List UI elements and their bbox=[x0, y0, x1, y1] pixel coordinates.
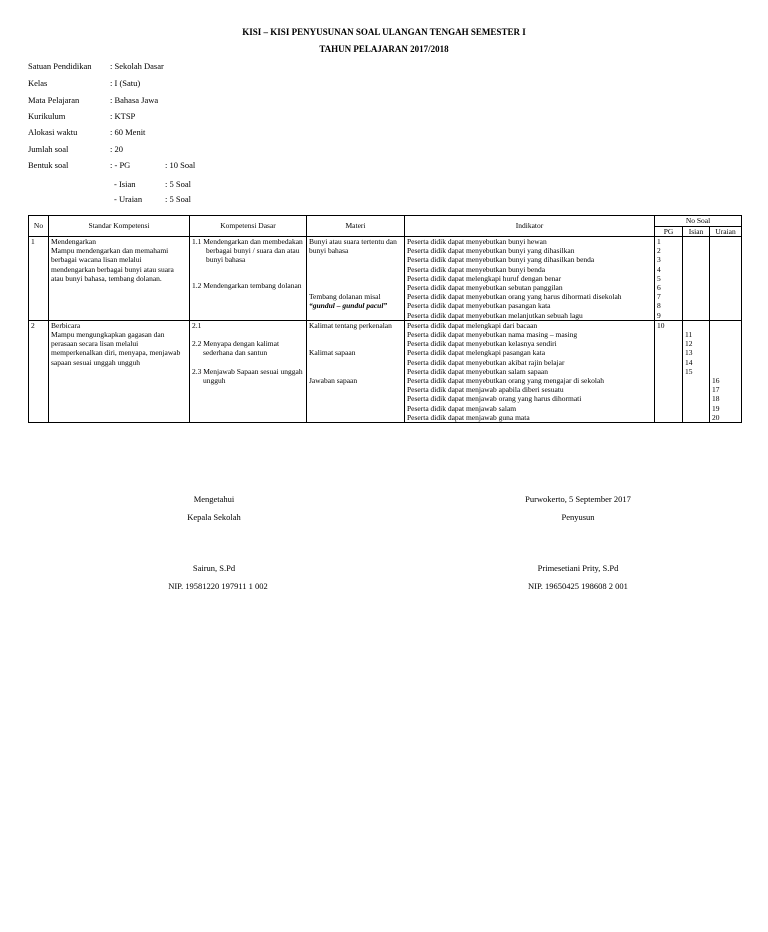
soal-number: 5 bbox=[657, 273, 661, 283]
meta-label: Kurikulum bbox=[28, 111, 66, 121]
signature-right-title: Penyusun bbox=[561, 512, 595, 522]
soal-number: 9 bbox=[657, 310, 661, 320]
soal-number: 1 bbox=[657, 237, 661, 246]
materi-item: Kalimat sapaan bbox=[309, 348, 356, 358]
header-isian: Isian bbox=[683, 226, 710, 237]
indikator-item: Peserta didik dapat menyebutkan salam sapaan bbox=[407, 366, 548, 376]
indikator-item: Peserta didik dapat menyebutkan pasangan kata bbox=[407, 301, 551, 311]
signature-right-nip: NIP. 19650425 198608 2 001 bbox=[528, 581, 628, 591]
sk-title: Berbicara bbox=[51, 320, 81, 330]
materi-cell bbox=[307, 237, 405, 321]
indikator-item: Peserta didik dapat melengkapi huruf dengan benar bbox=[407, 273, 562, 283]
soal-number: 18 bbox=[712, 394, 720, 404]
table-row bbox=[29, 320, 742, 422]
indikator-item: Peserta didik dapat menjawab guna mata bbox=[407, 412, 530, 422]
meta-value: : KTSP bbox=[110, 111, 136, 121]
meta-value: : Sekolah Dasar bbox=[110, 61, 164, 71]
meta-value: : Bahasa Jawa bbox=[110, 95, 159, 105]
indikator-item: Peserta didik dapat menyebutkan bunyi hewan bbox=[407, 237, 547, 246]
soal-number: 19 bbox=[712, 403, 720, 413]
kisi-table bbox=[28, 215, 742, 423]
soal-number: 12 bbox=[685, 339, 693, 349]
sk-description: Mampu mengungkapkan gagasan dan perasaan secara lisan melalui memperkenalkan diri, menyapa, menjawab sapaan sesuai unggah ungguh bbox=[51, 330, 181, 367]
meta-label: Jumlah soal bbox=[28, 144, 69, 154]
standar-kompetensi-cell bbox=[49, 237, 190, 321]
soal-number: 14 bbox=[685, 357, 693, 367]
materi-item: Bunyi atau suara tertentu dan bunyi bahasa bbox=[309, 237, 397, 256]
signature-right-place-date: Purwokerto, 5 September 2017 bbox=[525, 494, 631, 504]
signature-left-nip: NIP. 19581220 197911 1 002 bbox=[168, 581, 268, 591]
soal-number: 4 bbox=[657, 264, 661, 274]
table-header-row bbox=[29, 216, 742, 227]
header-no-soal: No Soal bbox=[655, 216, 742, 227]
soal-number: 10 bbox=[657, 320, 665, 330]
meta-value: : - PG bbox=[110, 160, 131, 170]
bentuk-pg-count: : 10 Soal bbox=[165, 160, 196, 170]
header-indikator: Indikator bbox=[405, 216, 655, 237]
header-no: No bbox=[29, 216, 49, 237]
soal-number: 2 bbox=[657, 246, 661, 256]
signature-left-title: Kepala Sekolah bbox=[187, 512, 241, 522]
uraian-cell bbox=[710, 237, 742, 321]
indikator-item: Peserta didik dapat menjawab apabila diberi sesuatu bbox=[407, 385, 564, 395]
kompetensi-dasar-cell bbox=[190, 320, 307, 422]
header-materi: Materi bbox=[307, 216, 405, 237]
row-no: 1 bbox=[29, 237, 49, 321]
meta-label: Satuan Pendidikan bbox=[28, 61, 92, 71]
isian-cell bbox=[683, 320, 710, 422]
kd-item: 1.1 Mendengarkan dan membedakan berbagai bunyi / suara dan atau bunyi bahasa bbox=[192, 237, 303, 265]
header-standar-kompetensi: Standar Kompetensi bbox=[49, 216, 190, 237]
meta-label: Bentuk soal bbox=[28, 160, 69, 170]
indikator-cell bbox=[405, 237, 655, 321]
standar-kompetensi-cell bbox=[49, 320, 190, 422]
indikator-item: Peserta didik dapat menyebutkan kelasnya sendiri bbox=[407, 339, 557, 349]
soal-number: 3 bbox=[657, 255, 661, 265]
soal-number: 16 bbox=[712, 375, 720, 385]
meta-value: : 60 Menit bbox=[110, 127, 146, 137]
indikator-item: Peserta didik dapat menyebutkan orang yang mengajar di sekolah bbox=[407, 376, 605, 386]
header-pg: PG bbox=[655, 226, 683, 237]
soal-number: 7 bbox=[657, 292, 661, 302]
bentuk-isian-label: - Isian bbox=[114, 179, 136, 189]
meta-label: Alokasi waktu bbox=[28, 127, 78, 137]
soal-number: 20 bbox=[712, 412, 720, 422]
indikator-item: Peserta didik dapat menyebutkan bunyi benda bbox=[407, 264, 546, 274]
meta-label: Mata Pelajaran bbox=[28, 95, 80, 105]
kd-item: 2.1 bbox=[192, 320, 202, 330]
indikator-item: Peserta didik dapat menyebutkan bunyi yang dihasilkan bbox=[407, 246, 575, 256]
indikator-cell bbox=[405, 320, 655, 422]
meta-label: Kelas bbox=[28, 78, 48, 88]
indikator-item: Peserta didik dapat menyebutkan melanjutkan sebuah lagu bbox=[407, 310, 583, 320]
soal-number: 15 bbox=[685, 366, 693, 376]
kd-item: 1.2 Mendengarkan tembang dolanan bbox=[192, 280, 302, 290]
indikator-item: Peserta didik dapat menyebutkan nama masing – masing bbox=[407, 330, 578, 340]
row-no: 2 bbox=[29, 320, 49, 422]
signature-left-name: Sairun, S.Pd bbox=[192, 563, 236, 573]
soal-number: 8 bbox=[657, 301, 661, 311]
indikator-item: Peserta didik dapat melengkapi dari bacaan bbox=[407, 320, 538, 330]
indikator-item: Peserta didik dapat menyebutkan sebutan panggilan bbox=[407, 283, 563, 293]
bentuk-uraian-count: : 5 Soal bbox=[165, 194, 191, 204]
table-row bbox=[29, 237, 742, 321]
signature-right-name: Primesetiani Prity, S.Pd bbox=[537, 563, 619, 573]
indikator-item: Peserta didik dapat menyebutkan orang yang harus dihormati disekolah bbox=[407, 292, 622, 302]
kd-item: 2.2 Menyapa dengan kalimat sederhana dan santun bbox=[192, 339, 280, 358]
pg-cell bbox=[655, 320, 683, 422]
soal-number: 13 bbox=[685, 348, 693, 358]
bentuk-uraian-label: - Uraian bbox=[114, 194, 143, 204]
signature-left-label: Mengetahui bbox=[193, 494, 235, 504]
materi-item: Kalimat tentang perkenalan bbox=[309, 320, 392, 330]
materi-item: Tembang dolanan misal bbox=[309, 292, 381, 302]
indikator-item: Peserta didik dapat menyebutkan akibat rajin belajar bbox=[407, 357, 565, 367]
indikator-item: Peserta didik dapat menyebutkan bunyi yang dihasilkan benda bbox=[407, 255, 595, 265]
soal-number: 6 bbox=[657, 283, 661, 293]
soal-number: 11 bbox=[685, 330, 693, 340]
header-kompetensi-dasar: Kompetensi Dasar bbox=[190, 216, 307, 237]
soal-number: 17 bbox=[712, 385, 720, 395]
uraian-cell bbox=[710, 320, 742, 422]
indikator-item: Peserta didik dapat melengkapi pasangan kata bbox=[407, 348, 546, 358]
document-subtitle: TAHUN PELAJARAN 2017/2018 bbox=[319, 44, 449, 54]
materi-song-title: “gundul – gundul pacul” bbox=[309, 301, 388, 311]
kd-item: 2.3 Menjawab Sapaan sesuai unggah ungguh bbox=[192, 366, 303, 386]
document-title: KISI – KISI PENYUSUNAN SOAL ULANGAN TENGAH SEMESTER I bbox=[242, 27, 526, 37]
kompetensi-dasar-cell bbox=[190, 237, 307, 321]
pg-cell bbox=[655, 237, 683, 321]
indikator-item: Peserta didik dapat menjawab orang yang harus dihormati bbox=[407, 394, 582, 404]
materi-cell bbox=[307, 320, 405, 422]
isian-cell bbox=[683, 237, 710, 321]
header-uraian: Uraian bbox=[710, 226, 742, 237]
bentuk-isian-count: : 5 Soal bbox=[165, 179, 191, 189]
sk-title: Mendengarkan bbox=[51, 237, 96, 246]
meta-value: : I (Satu) bbox=[110, 78, 141, 88]
materi-item: Jawaban sapaan bbox=[309, 375, 358, 385]
meta-value: : 20 bbox=[110, 144, 123, 154]
sk-description: Mampu mendengarkan dan memahami berbagai wacana lisan melalui mendengarkan berbagai bunyi atau suara atau bunyi bahasa, tembang dolanan. bbox=[51, 246, 174, 283]
indikator-item: Peserta didik dapat menjawab salam bbox=[407, 403, 517, 413]
